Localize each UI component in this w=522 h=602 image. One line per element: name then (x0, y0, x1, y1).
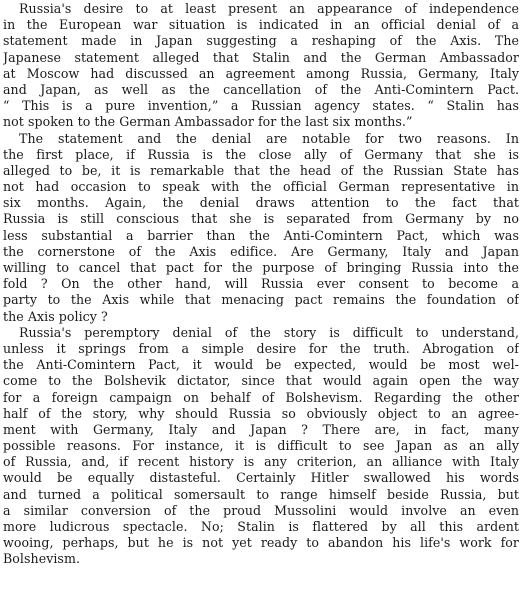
text-line: Japanese statement alleged that Stalin and the German Ambassador (3, 49, 519, 65)
text-line: of Russia, and, if recent history is any criterion, an alliance with Italy (3, 454, 519, 470)
text-line: the Anti-Comintern Pact, it would be expected, would be most wel- (3, 357, 519, 373)
text-line: Russia is still conscious that she is separated from Germany by no (3, 211, 519, 227)
text-line: would be equally distasteful. Certainly Hitler swallowed his words (3, 470, 519, 486)
text-line: unless it springs from a simple desire for the truth. Abrogation of (3, 340, 519, 356)
text-line: six months. Again, the denial draws attention to the fact that (3, 195, 519, 211)
text-line: Bolshevism. (3, 551, 80, 567)
text-line: fold ? On the other hand, will Russia ever consent to become a (3, 276, 519, 292)
text-line: statement made in Japan suggesting a reshaping of the Axis. The (3, 33, 519, 49)
paragraph-3 (3, 325, 519, 568)
text-line: the cornerstone of the Axis edifice. Are Germany, Italy and Japan (3, 243, 519, 259)
text-line: half of the story, why should Russia so obviously object to an agree- (3, 405, 519, 421)
text-line: ment with Germany, Italy and Japan ? There are, in fact, many (3, 421, 519, 437)
text-line: wooing, perhaps, but he is not yet ready to abandon his life's work for (3, 535, 519, 551)
text-line: and turned a political somersault to range himself beside Russia, but (3, 486, 519, 502)
text-line: come to the Bolshevik dictator, since that would again open the way (3, 373, 519, 389)
text-line: a similar conversion of the proud Mussolini would involve an even (3, 502, 519, 518)
text-line: “ This is a pure invention,” a Russian agency states. “ Stalin has (3, 98, 519, 114)
text-line: more ludicrous spectacle. No; Stalin is flattered by all this ardent (3, 519, 519, 534)
text-line: the first place, if Russia is the close ally of Germany that she is (3, 146, 519, 162)
text-line: not spoken to the German Ambassador for the last six months.” (3, 114, 413, 130)
paragraph-1 (3, 1, 519, 131)
text-line: for a foreign campaign on behalf of Bolshevism. Regarding the other (3, 389, 519, 405)
text-line: the Axis policy ? (3, 308, 108, 324)
text-line: The statement and the denial are notable for two reasons. In (19, 130, 519, 146)
text-line: and Japan, as well as the cancellation of the Anti-Comintern Pact. (3, 81, 519, 97)
newspaper-article (3, 1, 519, 568)
text-line: alleged to be, it is remarkable that the head of the Russian State has (3, 162, 519, 178)
text-line: not had occasion to speak with the official German representative in (3, 179, 519, 195)
text-line: possible reasons. For instance, it is difficult to see Japan as an ally (3, 438, 519, 454)
text-line: at Moscow had discussed an agreement among Russia, Germany, Italy (3, 65, 519, 81)
text-line: in the European war situation is indicated in an official denial of a (3, 17, 519, 33)
paragraph-2 (3, 131, 519, 325)
text-line: Russia's peremptory denial of the story is difficult to understand, (19, 324, 519, 340)
text-line: less substantial a barrier than the Anti-Comintern Pact, which was (3, 227, 519, 243)
text-line: party to the Axis while that menacing pact remains the foundation of (3, 292, 519, 308)
text-line: willing to cancel that pact for the purpose of bringing Russia into the (3, 260, 519, 275)
text-line: Russia's desire to at least present an appearance of independence (19, 1, 519, 16)
